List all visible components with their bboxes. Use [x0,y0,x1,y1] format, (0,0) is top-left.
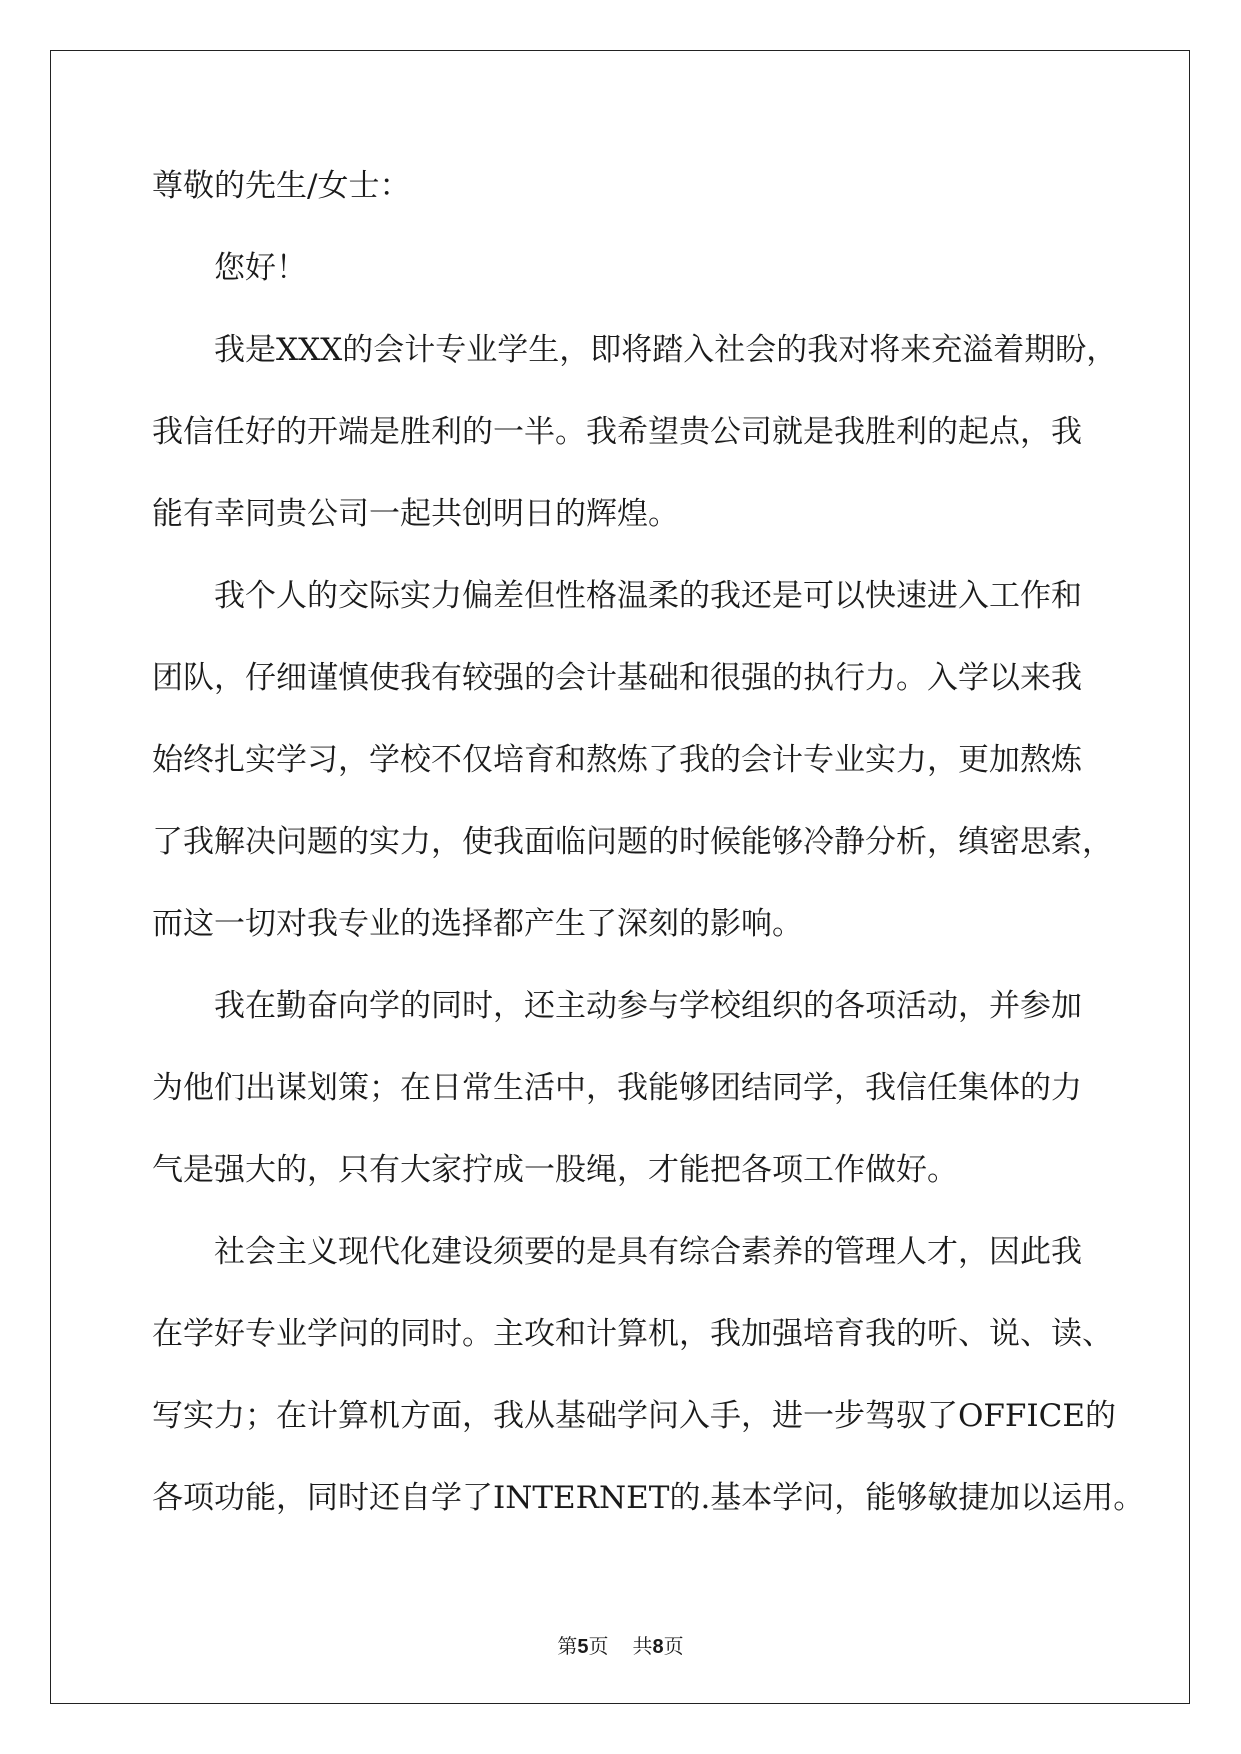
footer-total-unit: 页 [663,1634,684,1658]
letter-line: 各项功能，同时还自学了INTERNET的.基本学问，能够敏捷加以运用。 [152,1480,1145,1516]
footer-total-prefix: 共 [632,1634,653,1658]
letter-line: 始终扎实学习，学校不仅培育和熬炼了我的会计专业实力，更加熬炼 [152,742,1082,778]
footer-prefix: 第 [557,1634,578,1658]
letter-body [152,168,1145,1562]
letter-line: 我是XXX的会计专业学生，即将踏入社会的我对将来充溢着期盼， [214,332,1118,368]
footer-page-unit: 页 [588,1634,609,1658]
letter-line: 尊敬的先生/女士： [152,168,411,204]
letter-line: 为他们出谋划策；在日常生活中，我能够团结同学，我信任集体的力 [152,1070,1082,1106]
letter-line: 社会主义现代化建设须要的是具有综合素养的管理人才，因此我 [214,1234,1082,1270]
letter-line: 而这一切对我专业的选择都产生了深刻的影响。 [152,906,803,942]
page-footer [0,1630,1241,1659]
letter-line: 在学好专业学问的同时。主攻和计算机，我加强培育我的听、说、读、 [152,1316,1113,1352]
letter-line: 气是强大的，只有大家拧成一股绳，才能把各项工作做好。 [152,1152,958,1188]
letter-line: 我信任好的开端是胜利的一半。我希望贵公司就是我胜利的起点，我 [152,414,1082,450]
letter-line: 写实力；在计算机方面，我从基础学问入手，进一步驾驭了OFFICE的 [152,1398,1117,1434]
letter-line: 您好！ [214,250,307,286]
letter-line: 我在勤奋向学的同时，还主动参与学校组织的各项活动，并参加 [214,988,1082,1024]
total-page-number: 8 [652,1636,664,1658]
letter-line: 了我解决问题的实力，使我面临问题的时候能够冷静分析，缜密思索， [152,824,1113,860]
letter-line: 我个人的交际实力偏差但性格温柔的我还是可以快速进入工作和 [214,578,1082,614]
current-page-number: 5 [577,1636,589,1658]
letter-line: 能有幸同贵公司一起共创明日的辉煌。 [152,496,679,532]
letter-line: 团队，仔细谨慎使我有较强的会计基础和很强的执行力。入学以来我 [152,660,1082,696]
